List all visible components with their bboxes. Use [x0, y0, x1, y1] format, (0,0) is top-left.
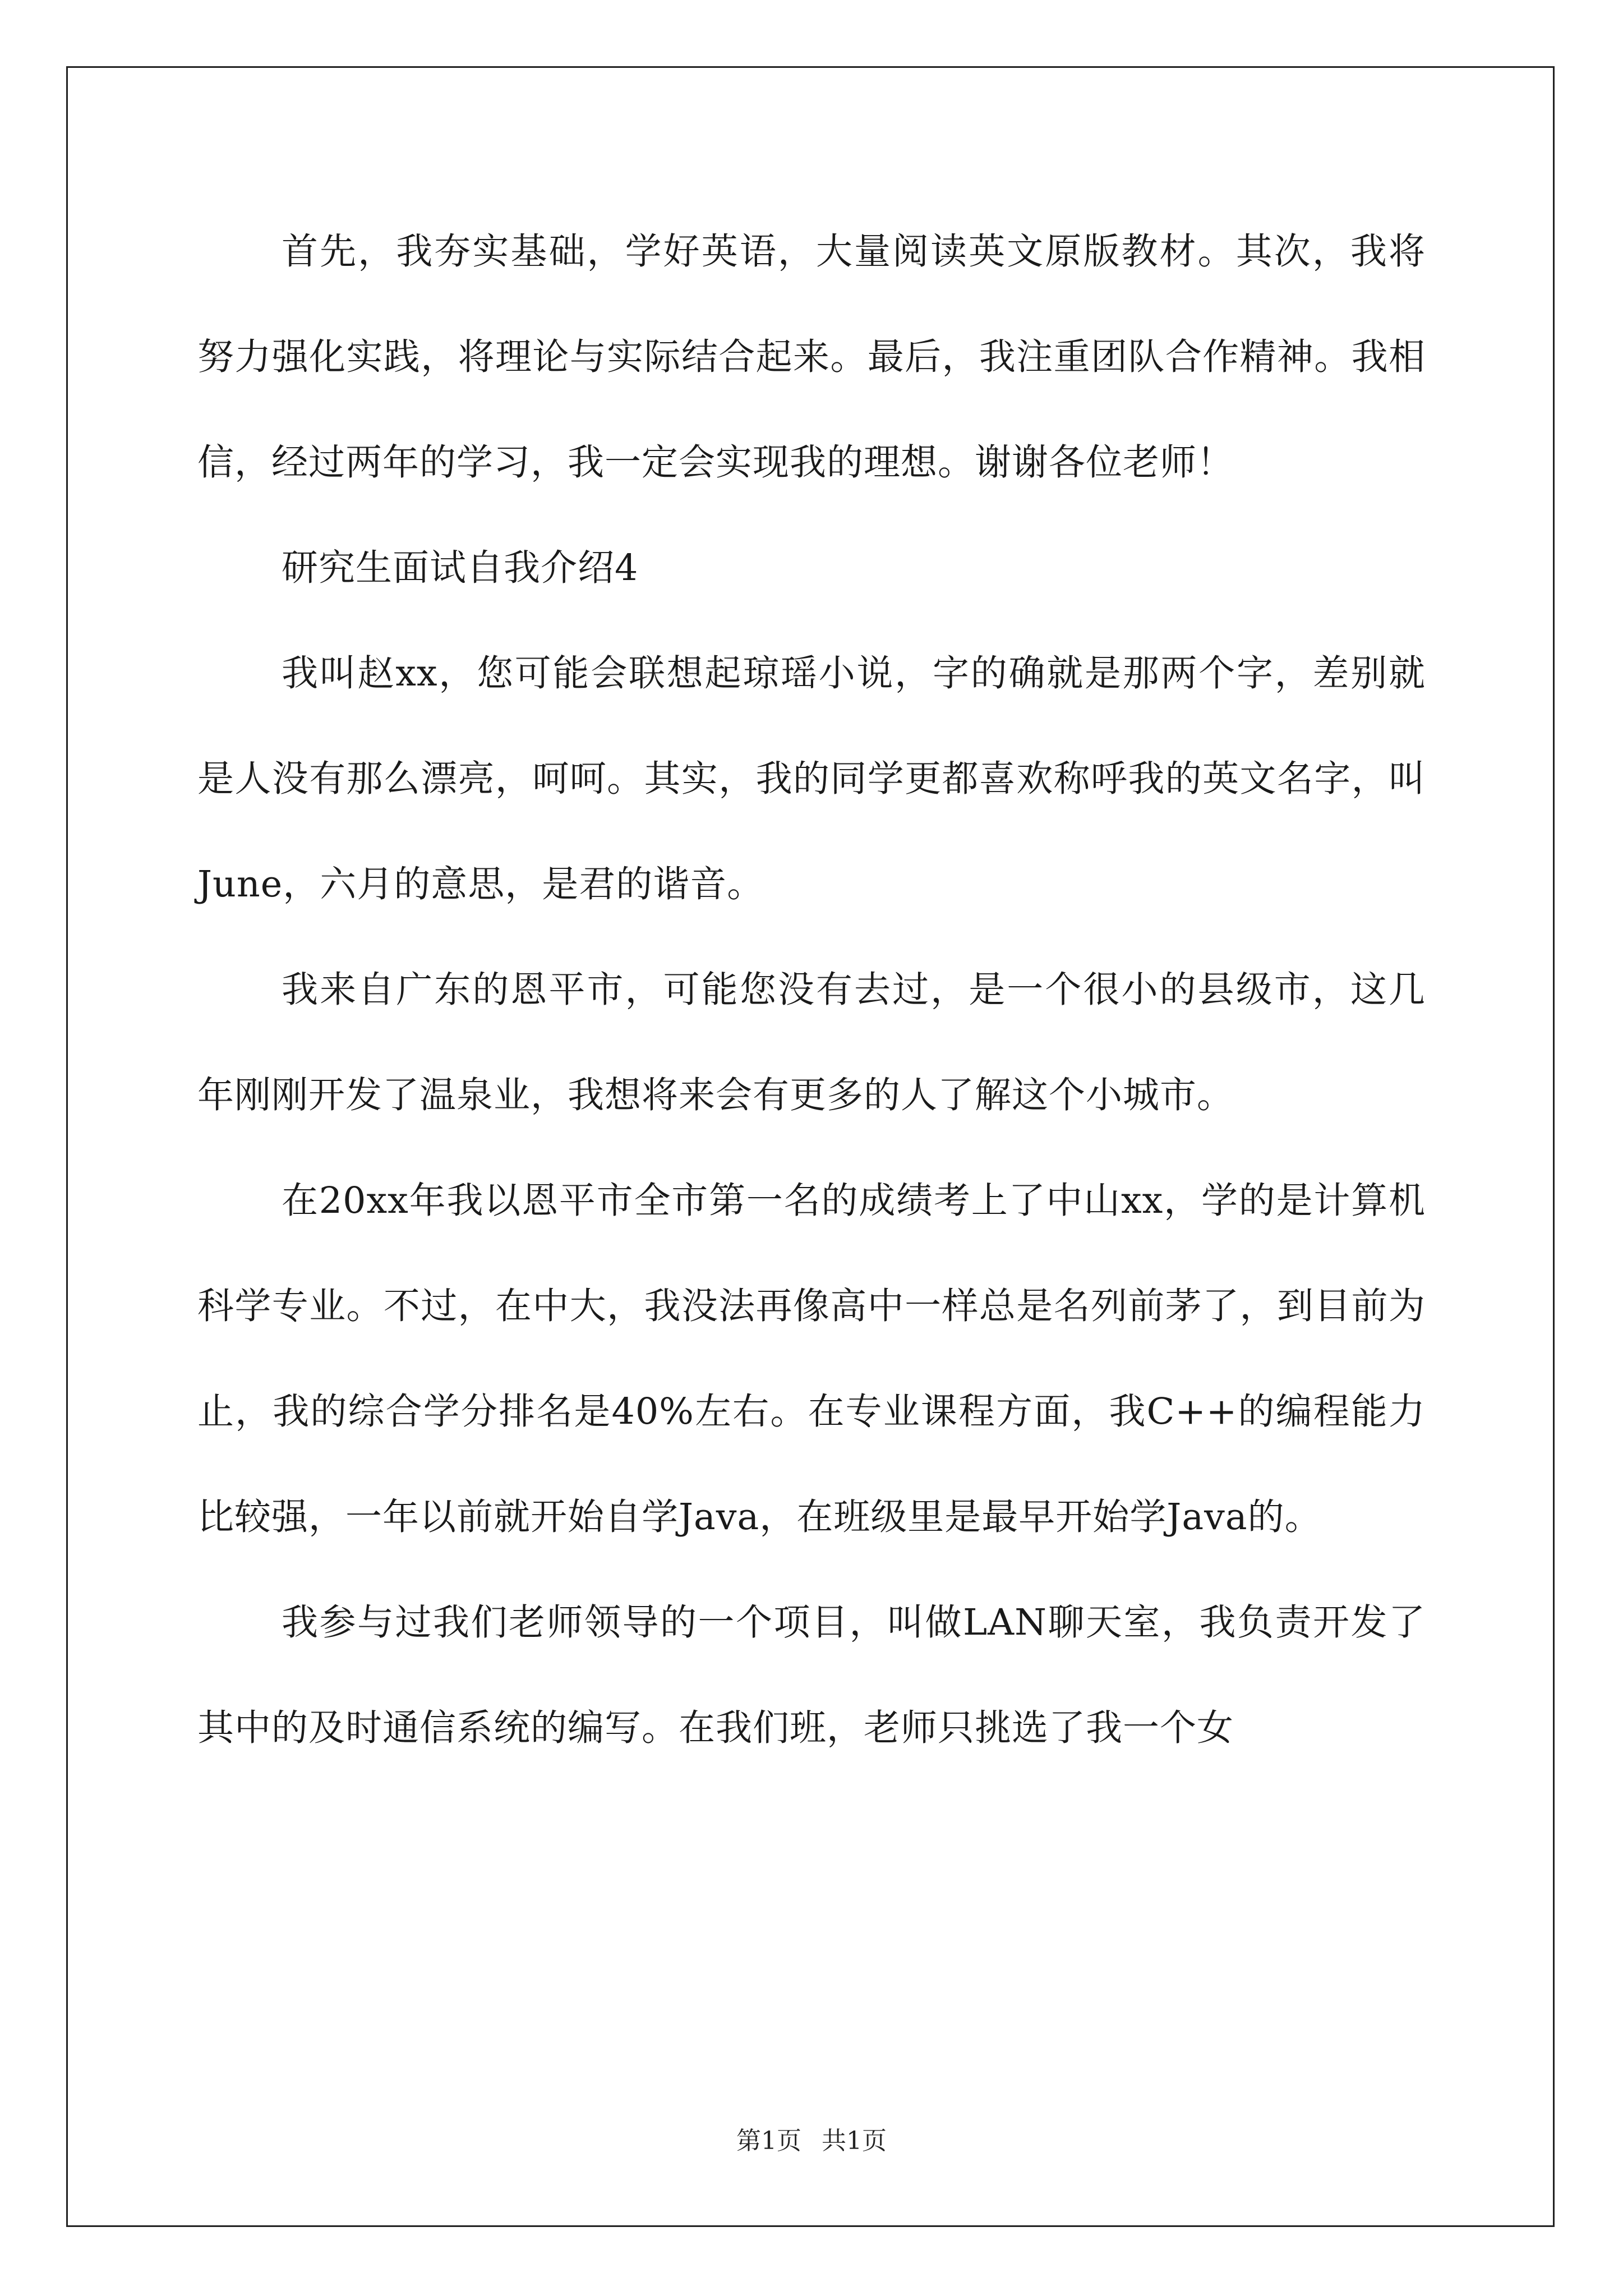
- page-footer: [0, 2120, 1623, 2156]
- paragraph-hometown: 我来自广东的恩平市，可能您没有去过，是一个很小的县级市，这几年刚刚开发了温泉业，我想将来会有更多的人了解这个小城市。: [197, 969, 1426, 1116]
- page-total: 共1页: [822, 2127, 887, 2155]
- page-number: 第1页: [736, 2127, 801, 2155]
- paragraph-name-intro: 我叫赵xx，您可能会联想起琼瑶小说，字的确就是那两个字，差别就是人没有那么漂亮，呵呵。其实，我的同学更都喜欢称呼我的英文名字，叫June，六月的意思，是君的谐音。: [197, 652, 1426, 905]
- document-body: [197, 199, 1426, 1781]
- paragraph-conclusion: 首先，我夯实基础，学好英语，大量阅读英文原版教材。其次，我将努力强化实践，将理论与实际结合起来。最后，我注重团队合作精神。我相信，经过两年的学习，我一定会实现我的理想。谢谢各位老师！: [197, 231, 1426, 484]
- section-heading: 研究生面试自我介绍4: [282, 547, 639, 589]
- paragraph-education: 在20xx年我以恩平市全市第一名的成绩考上了中山xx，学的是计算机科学专业。不过，在中大，我没法再像高中一样总是名列前茅了，到目前为止，我的综合学分排名是40%左右。在专业课程方面，我C++的编程能力比较强，一年以前就开始自学Java，在班级里是最早开始学Java的。: [197, 1180, 1426, 1538]
- paragraph-project: 我参与过我们老师领导的一个项目，叫做LAN聊天室，我负责开发了其中的及时通信系统的编写。在我们班，老师只挑选了我一个女: [197, 1602, 1426, 1749]
